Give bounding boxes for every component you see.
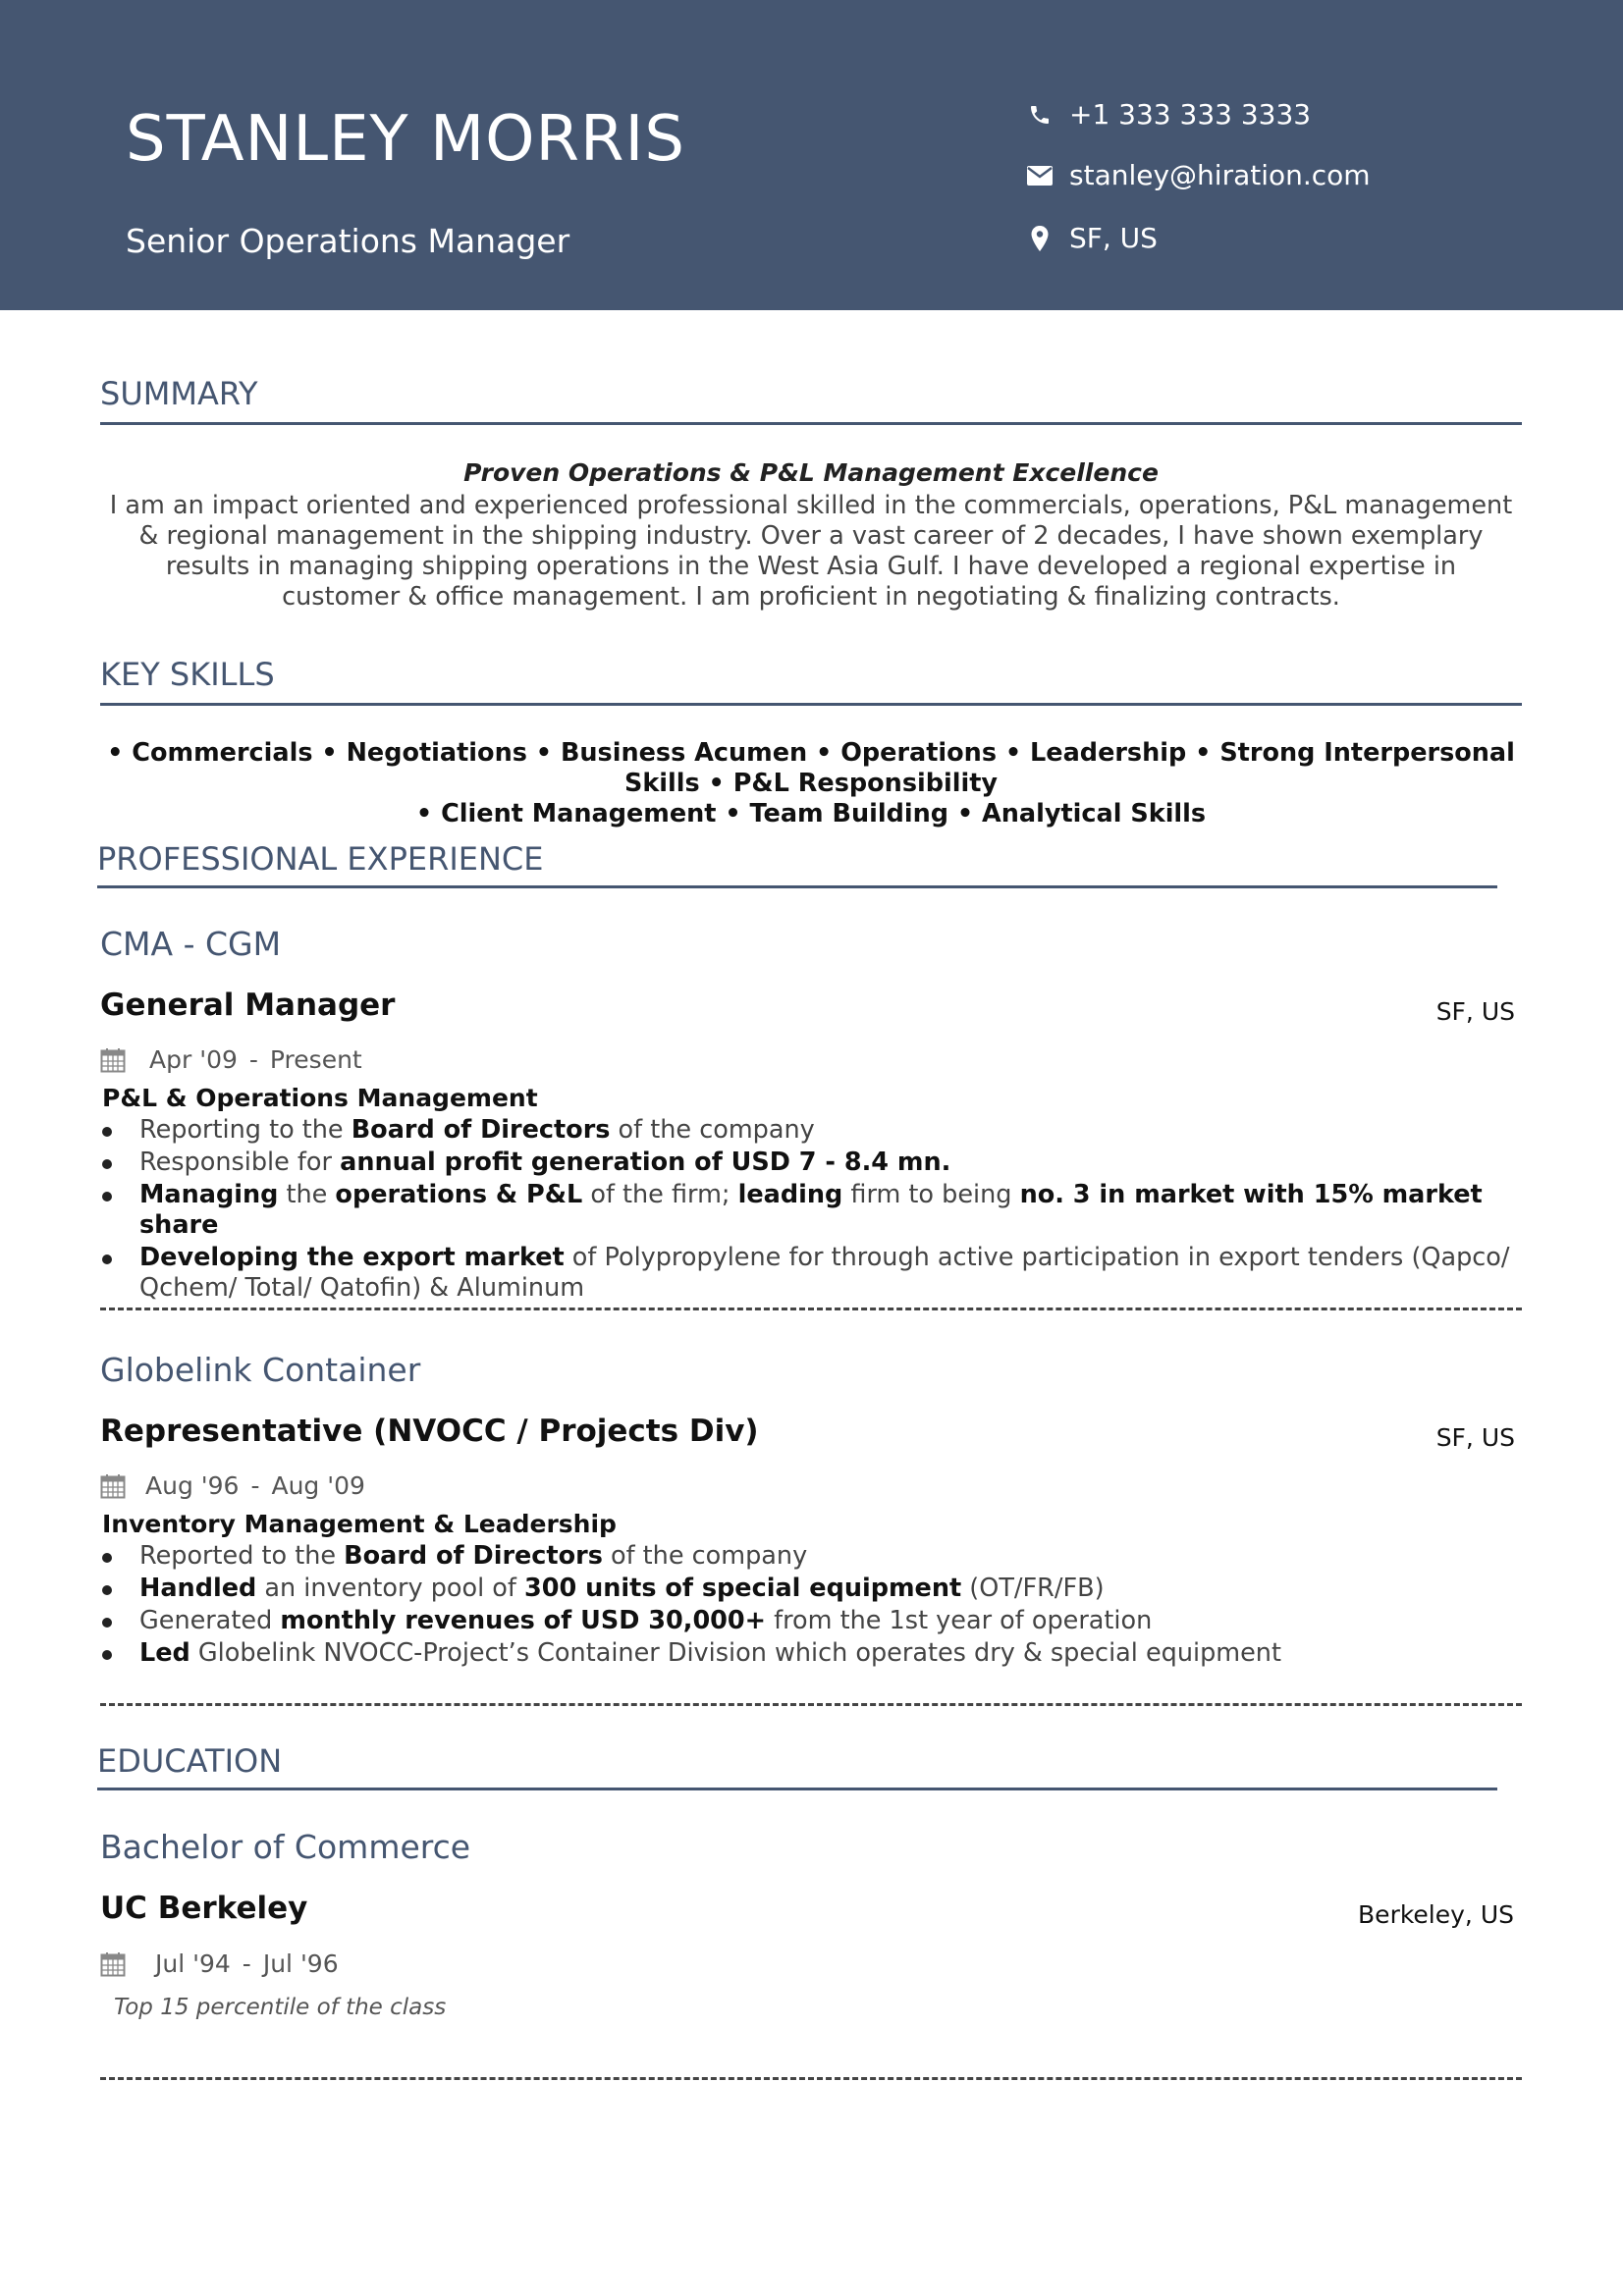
education-end-date: Jul '96 <box>262 1949 339 1978</box>
list-item: Developing the export market of Polypropylene for through active participation in export tenders (Qapco/ Qchem/ Total/ Qatofin) & Aluminum <box>100 1243 1522 1304</box>
skills-line-2: • Client Management • Team Building • Analytical Skills <box>415 799 1207 828</box>
job-company: Globelink Container <box>100 1351 421 1389</box>
skills-divider <box>100 703 1522 706</box>
job-subheading: P&L & Operations Management <box>102 1084 538 1112</box>
education-dates <box>100 1949 339 1978</box>
summary-divider <box>100 422 1522 425</box>
calendar-icon <box>100 1473 126 1499</box>
list-item: Led Globelink NVOCC-Project’s Container Division which operates dry & special equipment <box>100 1638 1522 1669</box>
experience-heading: PROFESSIONAL EXPERIENCE <box>97 840 544 878</box>
resume-header <box>0 0 1623 310</box>
summary-tagline: Proven Operations & P&L Management Excellence <box>463 458 1159 487</box>
phone-text: +1 333 333 3333 <box>1069 98 1312 131</box>
job-dates <box>100 1045 362 1074</box>
job-end-date: Aug '09 <box>271 1471 365 1500</box>
envelope-icon <box>1026 162 1054 189</box>
candidate-name: STANLEY MORRIS <box>126 103 685 176</box>
job-company: CMA - CGM <box>100 925 282 963</box>
education-degree: Bachelor of Commerce <box>100 1828 471 1866</box>
map-pin-icon <box>1026 225 1054 252</box>
education-divider <box>97 1788 1497 1790</box>
date-separator: - <box>242 1949 251 1978</box>
contact-email[interactable] <box>1026 159 1371 191</box>
job-dates <box>100 1471 365 1500</box>
experience-divider <box>97 885 1497 888</box>
list-item: Responsible for annual profit generation of USD 7 - 8.4 mn. <box>100 1148 1522 1178</box>
job-location: SF, US <box>1435 997 1515 1026</box>
section-divider-dashed <box>100 1308 1522 1310</box>
section-divider-dashed <box>100 1703 1522 1706</box>
job-bullets <box>100 1541 1522 1671</box>
job-title: Representative (NVOCC / Projects Div) <box>100 1414 759 1449</box>
email-text: stanley@hiration.com <box>1069 159 1371 191</box>
education-note: Top 15 percentile of the class <box>114 1995 447 2020</box>
contact-phone[interactable] <box>1026 98 1311 131</box>
education-start-date: Jul '94 <box>155 1949 231 1978</box>
job-subheading: Inventory Management & Leadership <box>102 1510 617 1538</box>
list-item: Reported to the Board of Directors of the company <box>100 1541 1522 1572</box>
location-text: SF, US <box>1069 222 1158 254</box>
date-separator: - <box>248 1045 258 1074</box>
job-start-date: Apr '09 <box>149 1045 238 1074</box>
skills-line-1: • Commercials • Negotiations • Business Acumen • Operations • Leadership • Strong Interpersonal Skills • P&L Responsibility <box>107 738 1515 798</box>
job-location: SF, US <box>1435 1423 1515 1452</box>
list-item: Handled an inventory pool of 300 units of special equipment (OT/FR/FB) <box>100 1574 1522 1604</box>
list-item: Managing the operations & P&L of the firm; leading firm to being no. 3 in market with 15% market share <box>100 1180 1522 1241</box>
education-heading: EDUCATION <box>97 1742 283 1780</box>
job-bullets <box>100 1115 1522 1306</box>
skills-list <box>100 738 1522 829</box>
skills-heading: KEY SKILLS <box>100 656 275 693</box>
summary-heading: SUMMARY <box>100 375 258 412</box>
contact-location <box>1026 222 1158 254</box>
job-start-date: Aug '96 <box>145 1471 240 1500</box>
candidate-title: Senior Operations Manager <box>126 222 570 260</box>
education-school: UC Berkeley <box>100 1891 308 1926</box>
summary-text: I am an impact oriented and experienced professional skilled in the commercials, operations, P&L management & regional management in the shipping industry. Over a vast career of 2 decades, I have shown exemplary results in managing shipping operations in the West Asia Gulf. I have developed a regional expertise in customer & office management. I am proficient in negotiating & finalizing contracts. <box>109 491 1513 612</box>
list-item: Reporting to the Board of Directors of the company <box>100 1115 1522 1146</box>
job-end-date: Present <box>269 1045 362 1074</box>
calendar-icon <box>100 1047 126 1073</box>
calendar-icon <box>100 1951 126 1977</box>
job-title: General Manager <box>100 988 396 1023</box>
phone-icon <box>1026 101 1054 129</box>
list-item: Generated monthly revenues of USD 30,000+ from the 1st year of operation <box>100 1606 1522 1636</box>
date-separator: - <box>250 1471 260 1500</box>
section-divider-dashed <box>100 2077 1522 2080</box>
education-location: Berkeley, US <box>1358 1900 1514 1929</box>
